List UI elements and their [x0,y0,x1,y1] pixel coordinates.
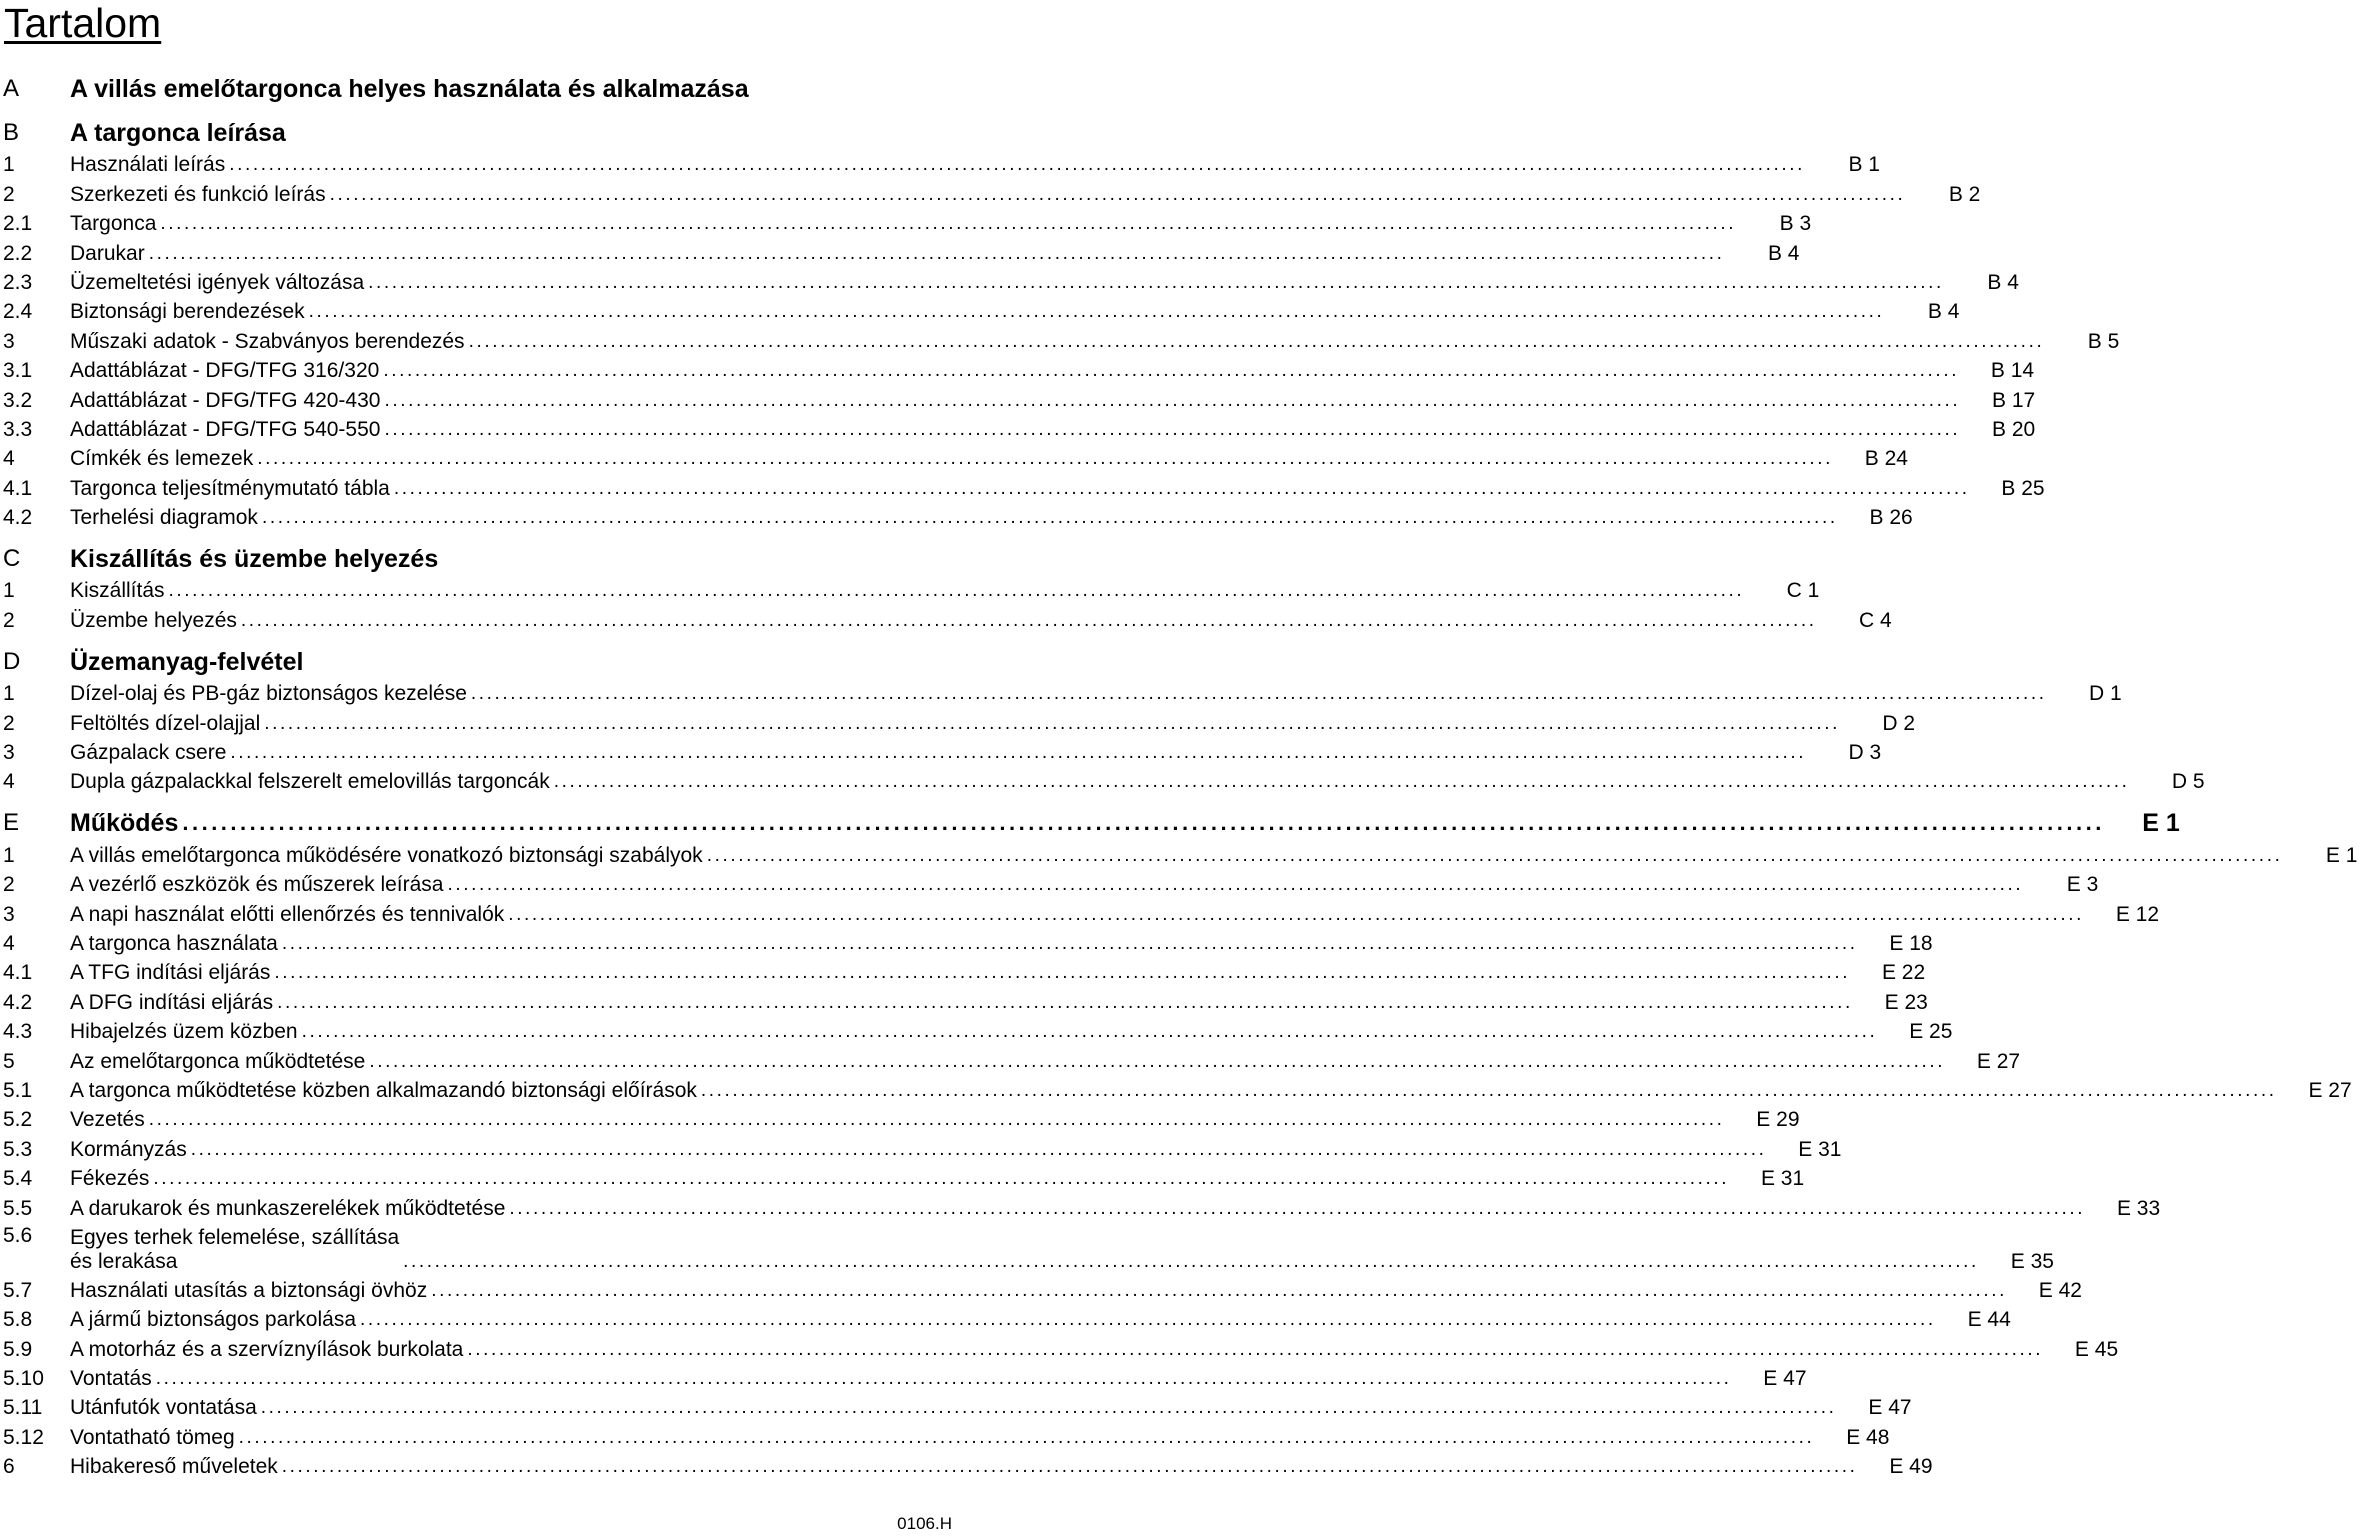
toc-page-ref: B 2 [1948,182,1981,206]
toc-entry-label: Adattáblázat - DFG/TFG 420-430 [70,388,381,412]
toc-entry [0,1332,2119,1361]
dot-leader: ........................................................................................................................................................................................................ [329,183,1906,205]
toc-entry-label: A darukarok és munkaszerelékek működtetése [70,1196,506,1220]
dot-leader: ........................................................................................................................................................................................................ [261,507,1838,529]
dot-leader: ........................................................................................................................................................................................................ [301,1021,1878,1043]
toc-entry-label: A targonca működtetése közben alkalmazandó biztonsági előírások [70,1078,697,1102]
toc-entry [0,927,1933,956]
toc-entry-number: 3 [3,902,15,926]
toc-entry-number: 5.8 [3,1308,33,1332]
toc-section-heading [0,633,960,677]
toc-entry [0,868,2099,897]
dot-leader: ........................................................................................................................................................................................................ [148,242,1725,264]
toc-entry-label: A targonca leírása [70,119,286,147]
toc-entry-label: Biztonsági berendezések [70,300,305,324]
toc-entry [0,236,1800,265]
toc-entry [0,1103,1800,1132]
toc-entry-number: 1 [3,682,15,706]
toc-entry [0,838,2358,867]
dot-leader: ........................................................................................................................................................................................................ [447,874,2024,896]
toc-page-ref: B 26 [1869,506,1913,530]
dot-leader: ........................................................................................................................................................................................................ [229,154,1805,176]
dot-leader: ........................................................................................................................................................................................................ [148,1109,1725,1131]
toc-entry-label: Hibajelzés üzem közben [70,1020,298,1044]
toc-entry-number: B [3,119,20,146]
dot-leader: ........................................................................................................................................................................................................ [508,903,2085,925]
toc-page-ref: E 23 [1884,990,1928,1014]
toc-entry [0,1015,1953,1044]
dot-leader: ........................................................................................................................................................................................................ [308,301,1885,323]
toc-entry-number: E [3,809,20,837]
toc-entry [0,1420,1890,1449]
toc-entry-label: Használati leírás [70,153,226,177]
toc-entry-number: 2.4 [3,300,33,324]
toc-entry [0,324,2120,353]
dot-leader: ........................................................................................................................................................................................................ [384,389,1961,411]
toc-page-ref: E 35 [2010,1249,2054,1273]
toc-entry-number: 4 [3,447,15,471]
toc-entry-number: C [3,545,21,573]
toc-entry-number: 5.9 [3,1337,33,1361]
toc-page-ref: B 4 [1767,241,1800,265]
toc-entry-number: 5.1 [3,1078,33,1102]
toc-entry-label: Hibakereső műveletek [70,1455,278,1479]
toc-entry [0,1362,1807,1391]
toc-entry-label: Vontatás [70,1367,152,1391]
dot-leader: ........................................................................................................................................................................................................ [281,1456,1858,1478]
toc-entry-label: Működés [70,809,179,838]
toc-entry-label-line2: és lerakása [70,1249,178,1273]
toc-page-ref: B 14 [1990,359,2035,383]
toc-entry-number: 5.3 [3,1137,33,1161]
dot-leader: ........................................................................................................................................................................................................ [467,1338,2044,1360]
toc-page-ref: B 4 [1987,270,2019,294]
toc-page-ref: E 31 [1760,1167,1805,1191]
toc-entry [0,1162,1805,1191]
toc-entry-number: 2 [3,873,15,897]
toc-section-heading [0,794,2180,838]
toc-entry-number: 5.6 [3,1223,33,1247]
toc-entry-number: 4 [3,770,15,794]
toc-page-ref: E 31 [1798,1137,1842,1161]
toc-entry-label: Fékezés [70,1167,150,1191]
toc-entry-label-line1: Egyes terhek felemelése, szállítása [70,1225,400,1249]
toc-entry-label: Kormányzás [70,1137,187,1161]
toc-page-ref: D 1 [2088,682,2122,706]
toc-entry-label: Feltöltés dízel-olajjal [70,711,261,735]
toc-entry [0,1303,2011,1332]
toc-page-ref: E 44 [1967,1308,2011,1332]
toc-page-ref: B 4 [1927,300,1960,324]
dot-leader: ........................................................................................................................................................................................................ [240,609,1817,631]
toc-entry-label: Kiszállítás és üzembe helyezés [70,545,439,574]
toc-entry-label: Gázpalack csere [70,741,227,765]
dot-leader: ........................................................................................................................................................................................................ [700,1079,2277,1101]
dot-leader: ........................................................................................................................................................................................................ [238,1426,1815,1448]
toc-entry-label: Targonca [70,212,157,236]
page-title: Tartalom [4,0,162,46]
toc-entry [0,956,1926,985]
toc-entry-label: A targonca használata [70,931,278,955]
toc-entry-label: Kiszállítás [70,579,165,603]
dot-leader: ........................................................................................................................................................................................................ [468,330,2045,352]
toc-entry-number: 2.1 [3,212,33,236]
toc-entry-label: Használati utasítás a biztonsági övhöz [70,1278,428,1302]
dot-leader: ........................................................................................................................................................................................................ [470,683,2047,705]
dot-leader: ........................................................................................................................................................................................................ [230,742,1807,764]
dot-leader: ........................................................................................................................................................................................................ [553,771,2130,793]
toc-page-ref: D 5 [2171,770,2205,794]
dot-leader: ........................................................................................................................................................................................................ [190,1138,1767,1160]
toc-page-ref: E 27 [1976,1049,2021,1073]
toc-entry-label: Adattáblázat - DFG/TFG 540-550 [70,417,381,441]
toc-page-ref: D 2 [1882,711,1916,735]
toc-entry-number: 6 [3,1455,15,1479]
toc-entry [0,207,1812,236]
toc-page-ref: E 49 [1889,1455,1933,1479]
toc-page-ref: B 5 [2087,329,2120,353]
toc-entry-number: 4.1 [3,961,33,985]
toc-entry [0,1132,1842,1161]
toc-entry-label: Vontatható tömeg [70,1425,235,1449]
dot-leader: ........................................................................................................................................................................................................ [369,1050,1946,1072]
toc-page-ref: E 22 [1881,961,1926,985]
dot-leader: ........................................................................................................................................................................................................ [257,448,1833,470]
toc-entry [0,1391,1912,1420]
toc-section-heading [0,68,960,104]
toc-section-heading [0,104,960,148]
toc-entry [0,574,1820,603]
toc-entry [0,1274,2082,1303]
dot-leader: ........................................................................................................................................................................................................ [706,844,2283,866]
toc-entry-label: Üzembe helyezés [70,608,237,632]
toc-entry-number: 1 [3,843,15,867]
toc-page-ref: E 25 [1909,1020,1953,1044]
dot-leader: ........................................................................................................................................................................................................ [403,1250,1979,1272]
toc-page-ref: E 47 [1868,1396,1912,1420]
toc-entry-label: A vezérlő eszközök és műszerek leírása [70,873,444,897]
toc-entry-label [70,1226,399,1274]
toc-entry [0,603,1892,632]
toc-entry-number: 3.2 [3,388,33,412]
toc-page-ref: E 27 [2308,1078,2352,1102]
toc-entry-number: 3 [3,329,15,353]
toc-entry [0,471,2045,500]
toc-entry-label: A motorház és a szervíznyílások burkolata [70,1337,464,1361]
toc-page-ref: C 4 [1859,608,1892,632]
toc-entry-number: 5.7 [3,1278,33,1302]
toc-entry [0,442,1908,471]
dot-leader: ........................................................................................................................................................................................................ [274,962,1851,984]
toc-page-ref: B 1 [1848,153,1880,177]
dot-leader: ........................................................................................................................................................................................................ [155,1368,1732,1390]
toc-page-ref: E 1 [2142,809,2180,838]
toc-page-ref: D 3 [1848,741,1882,765]
dot-leader: ........................................................................................................................................................................................................ [383,360,1960,382]
toc-entry-number: 2.2 [3,241,33,265]
toc-entry-label: A villás emelőtargonca helyes használata és alkalmazása [70,75,749,103]
toc-entry-number: A [3,75,20,102]
dot-leader: ........................................................................................................................................................................................................ [360,1309,1936,1331]
toc-page-ref: B 24 [1864,447,1908,471]
toc-entry [0,985,1928,1014]
toc-entry-number: 2 [3,182,15,206]
dot-leader: ........................................................................................................................................................................................................ [153,1168,1730,1190]
toc-entry [0,677,2122,706]
toc-entry-label: Műszaki adatok - Szabványos berendezés [70,329,465,353]
dot-leader: ........................................................................................................................................................................................................ [264,712,1841,734]
dot-leader: ........................................................................................................................................................................................................ [384,418,1961,440]
toc-entry-label: A jármű biztonságos parkolása [70,1308,356,1332]
toc-entry-label: Targonca teljesítménymutató tábla [70,476,390,500]
toc-page-ref: B 25 [2001,476,2045,500]
toc-entry [0,1221,2054,1274]
toc-page-ref: E 33 [2116,1196,2161,1220]
toc-entry [0,1044,2021,1073]
toc-page-ref: E 47 [1763,1367,1807,1391]
toc-entry-label: Adattáblázat - DFG/TFG 316/320 [70,359,380,383]
toc-entry-label: Utánfutók vontatása [70,1396,257,1420]
toc-entry-number: 3.1 [3,359,33,383]
toc-entry [0,897,2160,926]
toc-page-ref: E 29 [1756,1108,1800,1132]
table-of-contents [0,68,2358,1479]
toc-page-ref: E 1 [2325,843,2358,867]
toc-entry-number: D [3,647,21,675]
toc-page-ref: E 42 [2038,1278,2082,1302]
toc-entry-label: A villás emelőtargonca működésére vonatkozó biztonsági szabályok [70,843,703,867]
toc-entry-number: 4.3 [3,1020,33,1044]
dot-leader: ........................................................................................................................................................................................................ [160,213,1737,235]
toc-entry-number: 3.3 [3,417,33,441]
toc-entry-number: 1 [3,153,15,177]
dot-leader: ........................................................................................................................................................................................................ [509,1197,2086,1219]
toc-entry-number: 4.1 [3,476,33,500]
toc-page-ref: E 45 [2074,1337,2119,1361]
dot-leader: ........................................................................................................................................................................................................ [168,580,1745,602]
toc-entry-label: Szerkezeti és funkció leírás [70,182,326,206]
toc-entry [0,266,2019,295]
toc-section-heading [0,530,960,574]
toc-entry-label: A TFG indítási eljárás [70,961,271,985]
toc-entry [0,1074,2352,1103]
toc-entry-label: Vezetés [70,1108,145,1132]
toc-entry-number: 5.12 [3,1425,44,1449]
toc-entry-number: 5.5 [3,1196,33,1220]
toc-entry [0,765,2205,794]
dot-leader: ........................................................................................................................................................................................................ [393,477,1970,499]
toc-page-ref: E 12 [2115,902,2160,926]
toc-entry-label: A napi használat előtti ellenőrzés és tennivalók [70,902,505,926]
toc-entry-label: Dízel-olaj és PB-gáz biztonságos kezelése [70,682,467,706]
toc-entry-label: Az emelőtargonca működtetése [70,1049,366,1073]
dot-leader: ........................................................................................................................................................................................................ [182,810,2105,836]
toc-entry-label: Címkék és lemezek [70,447,254,471]
toc-page-ref: E 48 [1846,1425,1890,1449]
document-code: 0106.H [897,1514,952,1533]
toc-page-ref: B 20 [1992,417,2036,441]
toc-entry-number: 2 [3,711,15,735]
dot-leader: ........................................................................................................................................................................................................ [368,271,1944,293]
toc-entry [0,736,1882,765]
toc-entry-number: 4.2 [3,506,33,530]
toc-entry-number: 5 [3,1049,15,1073]
toc-entry [0,1450,1933,1479]
dot-leader: ........................................................................................................................................................................................................ [281,932,1858,954]
toc-entry-number: 2 [3,608,15,632]
toc-entry-label: Dupla gázpalackkal felszerelt emelovillás targoncák [70,770,550,794]
toc-entry-label: A DFG indítási eljárás [70,990,274,1014]
toc-page-ref: C 1 [1786,579,1820,603]
toc-entry-number: 4.2 [3,990,33,1014]
toc-page-ref: B 3 [1779,212,1812,236]
toc-entry-label: Terhelési diagramok [70,506,258,530]
toc-entry-number: 3 [3,741,15,765]
toc-entry [0,501,1913,530]
toc-entry [0,1191,2161,1220]
toc-entry-number: 5.11 [3,1396,43,1420]
toc-entry-label: Darukar [70,241,145,265]
toc-page-ref: B 17 [1992,388,2036,412]
toc-entry [0,354,2035,383]
toc-entry [0,177,1981,206]
toc-entry-label: Üzemanyag-felvétel [70,647,304,676]
toc-entry-number: 2.3 [3,270,33,294]
toc-entry [0,706,1916,735]
toc-entry [0,413,2036,442]
toc-entry-number: 5.2 [3,1108,33,1132]
toc-entry-label: Üzemeltetési igények változása [70,270,365,294]
toc-page-ref: E 18 [1889,931,1933,955]
toc-entry-number: 1 [3,579,15,603]
toc-entry [0,383,2036,412]
dot-leader: ........................................................................................................................................................................................................ [431,1279,2007,1301]
toc-entry-number: 5.10 [3,1367,44,1391]
toc-entry [0,295,1960,324]
toc-entry [0,148,1880,177]
toc-entry-number: 4 [3,931,15,955]
toc-entry-number: 5.4 [3,1167,33,1191]
dot-leader: ........................................................................................................................................................................................................ [277,991,1853,1013]
toc-page-ref: E 3 [2066,873,2099,897]
dot-leader: ........................................................................................................................................................................................................ [260,1397,1837,1419]
